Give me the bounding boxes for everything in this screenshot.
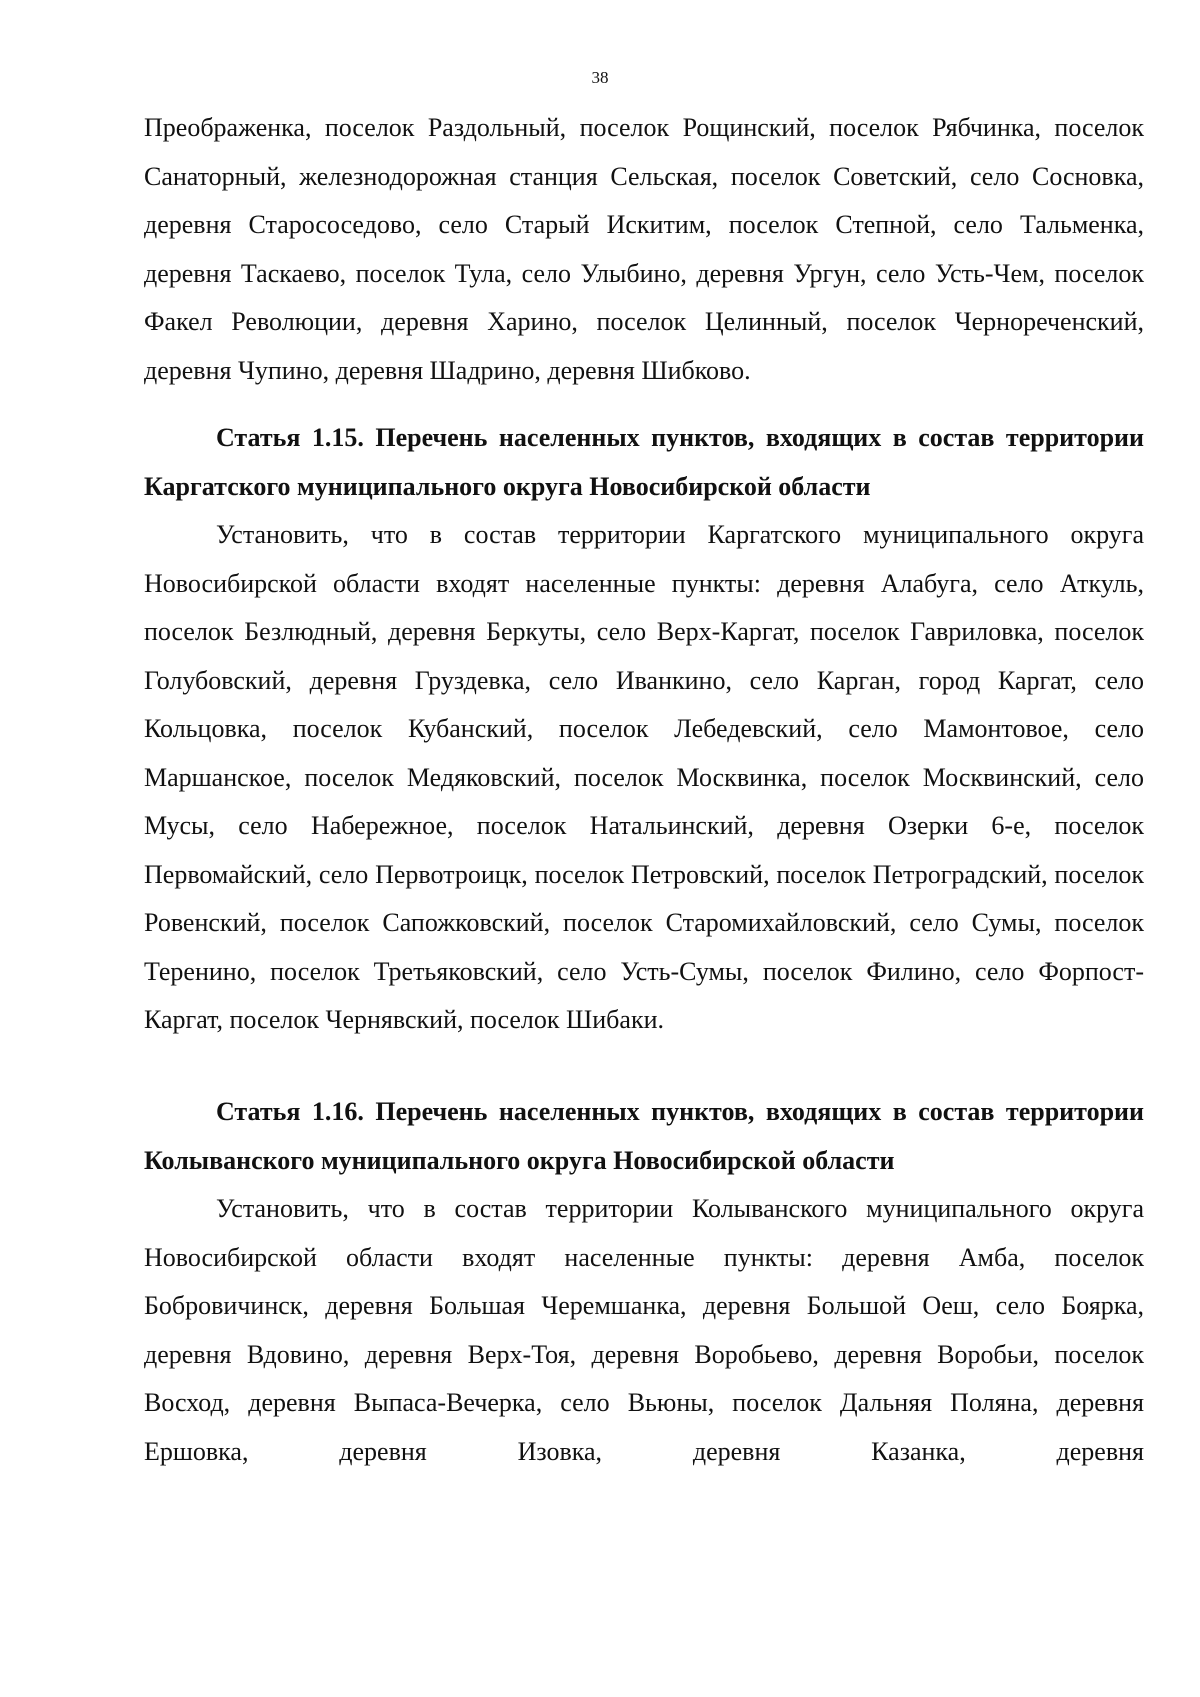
article-1-15: [144, 414, 1144, 1045]
article-1-16-heading: Статья 1.16. Перечень населенных пунктов, входящих в состав территории Колыванского муниципального округа Новосибирской области: [144, 1097, 1144, 1175]
article-1-16: [144, 1088, 1144, 1476]
article-1-15-heading: Статья 1.15. Перечень населенных пунктов, входящих в состав территории Каргатского муниципального округа Новосибирской области: [144, 423, 1144, 501]
continued-paragraph-block: [144, 104, 1144, 395]
article-1-15-body: Установить, что в состав территории Каргатского муниципального округа Новосибирской области входят населенные пункты: деревня Алабуга, село Аткуль, поселок Безлюдный, деревня Беркуты, село Верх-Каргат, поселок Гавриловка, поселок Голубовский, деревня Груздевка, село Иванкино, село Карган, город Каргат, село Кольцовка, поселок Кубанский, поселок Лебедевский, село Мамонтовое, село Маршанское, поселок Медяковский, поселок Москвинка, поселок Москвинский, село Мусы, село Набережное, поселок Натальинский, деревня Озерки 6-е, поселок Первомайский, село Первотроицк, поселок Петровский, поселок Петроградский, поселок Ровенский, поселок Сапожковский, поселок Старомихайловский, село Сумы, поселок Теренино, поселок Третьяковский, село Усть-Сумы, поселок Филино, село Форпост-Каргат, поселок Чернявский, поселок Шибаки.: [144, 520, 1144, 1034]
article-1-16-body: Установить, что в состав территории Колыванского муниципального округа Новосибирской области входят населенные пункты: деревня Амба, поселок Бобровичинск, деревня Большая Черемшанка, деревня Большой Оеш, село Боярка, деревня Вдовино, деревня Верх-Тоя, деревня Воробьево, деревня Воробьи, поселок Восход, деревня Выпаса-Вечерка, село Вьюны, поселок Дальняя Поляна, деревня Ершовка, деревня Изовка, деревня Казанка, деревня: [144, 1194, 1144, 1466]
continued-paragraph: Преображенка, поселок Раздольный, поселок Рощинский, поселок Рябчинка, поселок Санаторный, железнодорожная станция Сельская, поселок Советский, село Сосновка, деревня Старососедово, село Старый Искитим, поселок Степной, село Тальменка, деревня Таскаево, поселок Тула, село Улыбино, деревня Ургун, село Усть-Чем, поселок Факел Революции, деревня Харино, поселок Целинный, поселок Чернореченский, деревня Чупино, деревня Шадрино, деревня Шибково.: [144, 113, 1144, 385]
page-number: 38: [591, 68, 609, 87]
